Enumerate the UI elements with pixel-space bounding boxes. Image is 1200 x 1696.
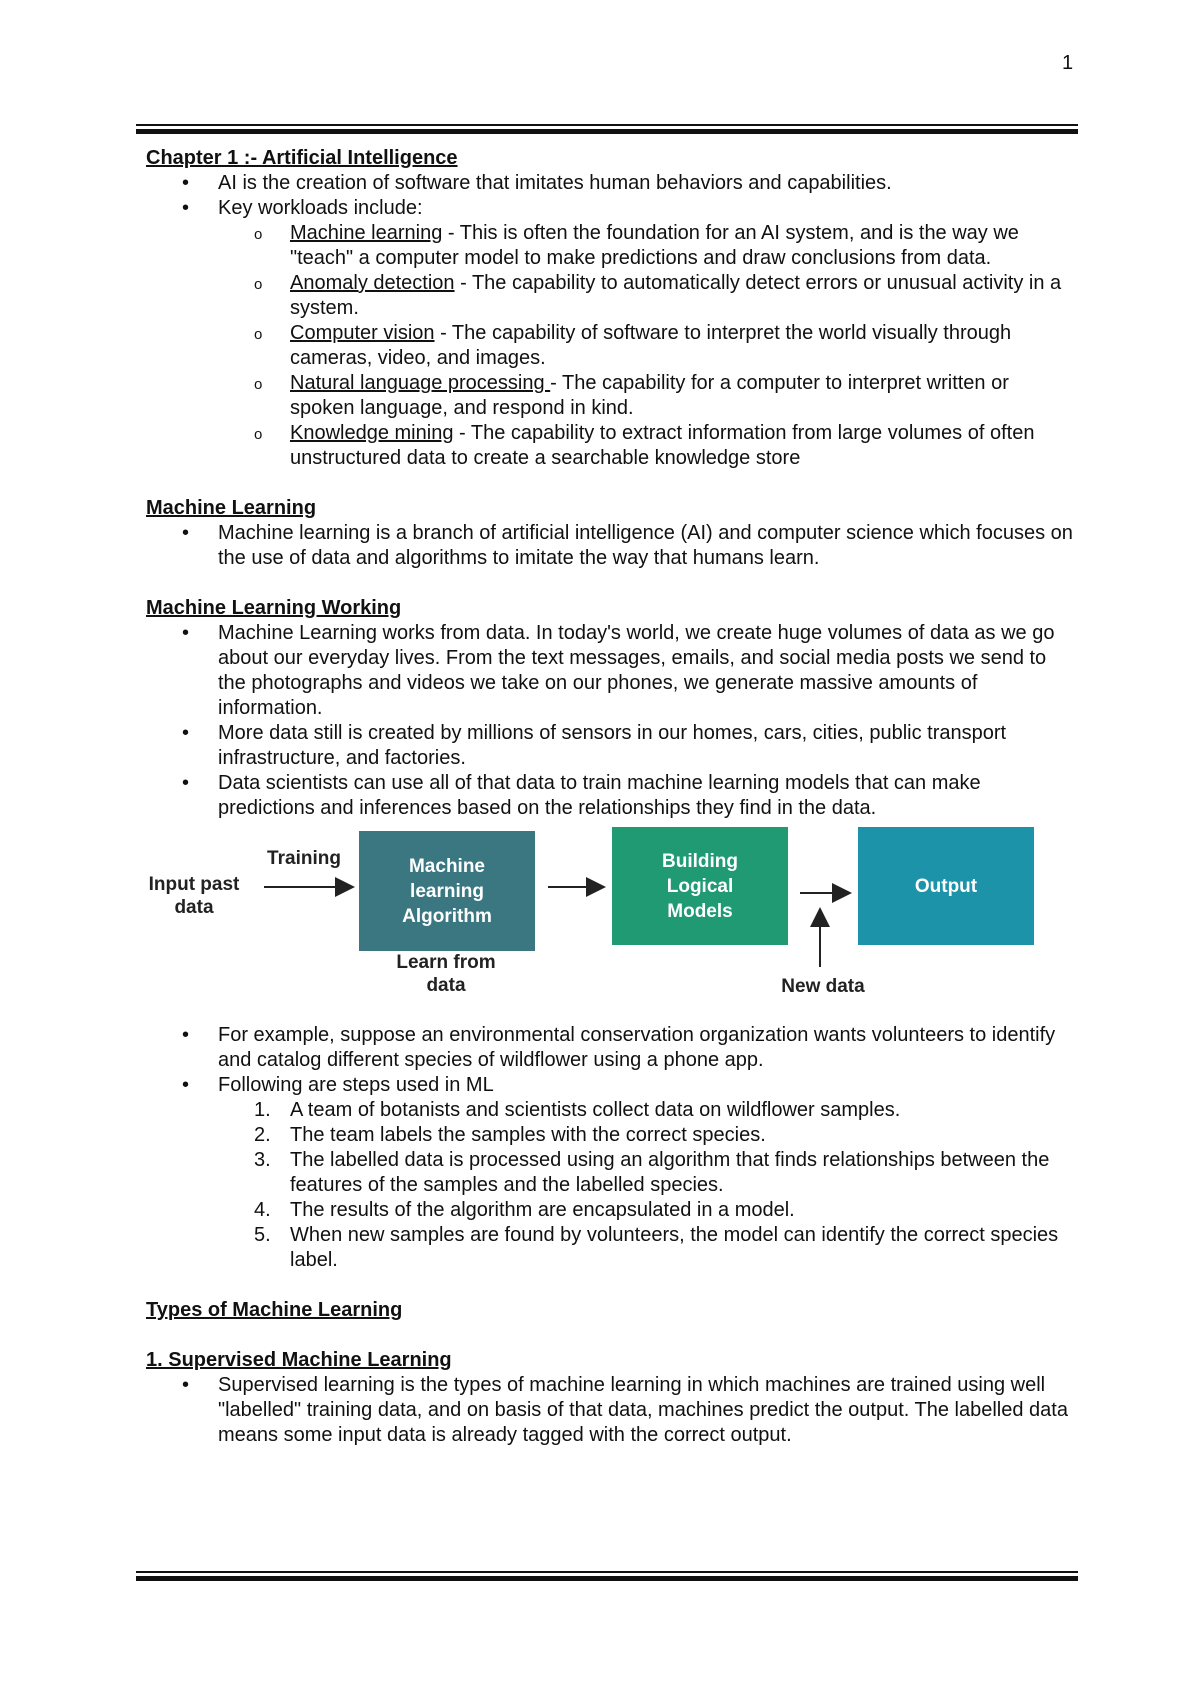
list-item [218, 171, 1076, 196]
bullet-text: AI is the creation of software that imitates human behaviors and capabilities. [218, 172, 892, 194]
step-number: 5. [254, 1224, 271, 1246]
step-number: 1. [254, 1099, 271, 1121]
building-label: Building Logical Models [662, 850, 738, 922]
list-item [254, 1148, 1076, 1198]
algorithm-box [359, 831, 535, 951]
list-item: • Supervised learning is the types of machine learning in which machines are trained using well "labelled" training data, and on basis of that data, machines predict the output. The labelled data means some input data is already tagged with the correct output. [218, 1373, 1076, 1448]
step-text: A team of botanists and scientists collect data on wildflower samples. [290, 1099, 901, 1121]
list-item [290, 271, 1076, 321]
training-label: Training [267, 848, 341, 869]
step-number: 3. [254, 1149, 271, 1171]
step-text: The results of the algorithm are encapsulated in a model. [290, 1199, 795, 1221]
list-item: • More data still is created by millions of sensors in our homes, cars, cities, public transport infrastructure, and factories. [218, 721, 1076, 771]
ml-steps-list [146, 1098, 1076, 1273]
learn-label: Learn from data [396, 952, 496, 996]
ml-bullets [146, 521, 1076, 571]
list-item: • For example, suppose an environmental conservation organization wants volunteers to identify and catalog different species of wildflower using a phone app. [218, 1023, 1076, 1073]
list-item [290, 321, 1076, 371]
list-item [254, 1123, 1076, 1148]
workload-desc: - The capability to extract information from large volumes of often unstructured data to create a searchable knowledge store [290, 422, 1035, 469]
workload-term: Anomaly detection [290, 272, 455, 294]
step-text: The team labels the samples with the correct species. [290, 1124, 766, 1146]
chapter-heading: Chapter 1 :- Artificial Intelligence [146, 147, 458, 169]
example-bullets [146, 1023, 1076, 1098]
list-item [254, 1098, 1076, 1123]
ml-working-bullets [146, 621, 1076, 821]
step-text: The labelled data is processed using an algorithm that finds relationships between the features of the samples and the labelled species. [290, 1149, 1050, 1196]
list-item [290, 421, 1076, 471]
workload-desc: - The capability for a computer to interpret written or spoken language, and respond in kind. [290, 372, 1009, 419]
chapter-bullets [146, 171, 1076, 471]
list-item: • Machine Learning works from data. In today's world, we create huge volumes of data as we go about our everyday lives. From the text messages, emails, and social media posts we send to the photographs and videos we take on our phones, we generate massive amounts of information. [218, 621, 1076, 721]
output-label: Output [914, 875, 978, 897]
workload-term: Machine learning [290, 222, 443, 244]
workload-term: Natural language processing [290, 372, 551, 394]
bullet-text: Key workloads include: [218, 197, 423, 219]
building-box [612, 827, 788, 945]
input-label: Input past data [148, 874, 240, 918]
list-item: • Machine learning is a branch of artificial intelligence (AI) and computer science which focuses on the use of data and algorithms to imitate the way that humans learn. [218, 521, 1076, 571]
list-item [218, 196, 1076, 471]
step-text: When new samples are found by volunteers, the model can identify the correct species label. [290, 1224, 1059, 1271]
ml-heading: Machine Learning [146, 497, 317, 519]
workload-term: Knowledge mining [290, 422, 454, 444]
algorithm-label: Machine learning Algorithm [402, 855, 492, 927]
workload-list [218, 221, 1076, 471]
output-box [858, 827, 1034, 945]
supervised-heading: 1. Supervised Machine Learning [146, 1349, 452, 1371]
list-item: • Following are steps used in ML [218, 1073, 1076, 1098]
page-number: 1 [1062, 52, 1074, 74]
workload-term: Computer vision [290, 322, 435, 344]
workload-desc: - This is often the foundation for an AI system, and is the way we "teach" a computer model to make predictions and draw conclusions from data. [290, 222, 1019, 269]
ml-workflow-diagram [146, 827, 1076, 1017]
list-item [254, 1198, 1076, 1223]
workload-desc: - The capability to automatically detect errors or unusual activity in a system. [290, 272, 1062, 319]
list-item: • Data scientists can use all of that data to train machine learning models that can make predictions and inferences based on the relationships they find in the data. [218, 771, 1076, 821]
list-item [290, 221, 1076, 271]
list-item [290, 371, 1076, 421]
document-body [146, 146, 1076, 1448]
new-data-label: New data [781, 976, 865, 997]
list-item [254, 1223, 1076, 1273]
types-heading: Types of Machine Learning [146, 1299, 403, 1321]
footer-rule [136, 1571, 1078, 1581]
workload-desc: - The capability of software to interpret the world visually through cameras, video, and images. [290, 322, 1012, 369]
supervised-bullets [146, 1373, 1076, 1448]
ml-working-heading: Machine Learning Working [146, 597, 402, 619]
step-number: 2. [254, 1124, 271, 1146]
step-number: 4. [254, 1199, 271, 1221]
header-rule [136, 124, 1078, 134]
